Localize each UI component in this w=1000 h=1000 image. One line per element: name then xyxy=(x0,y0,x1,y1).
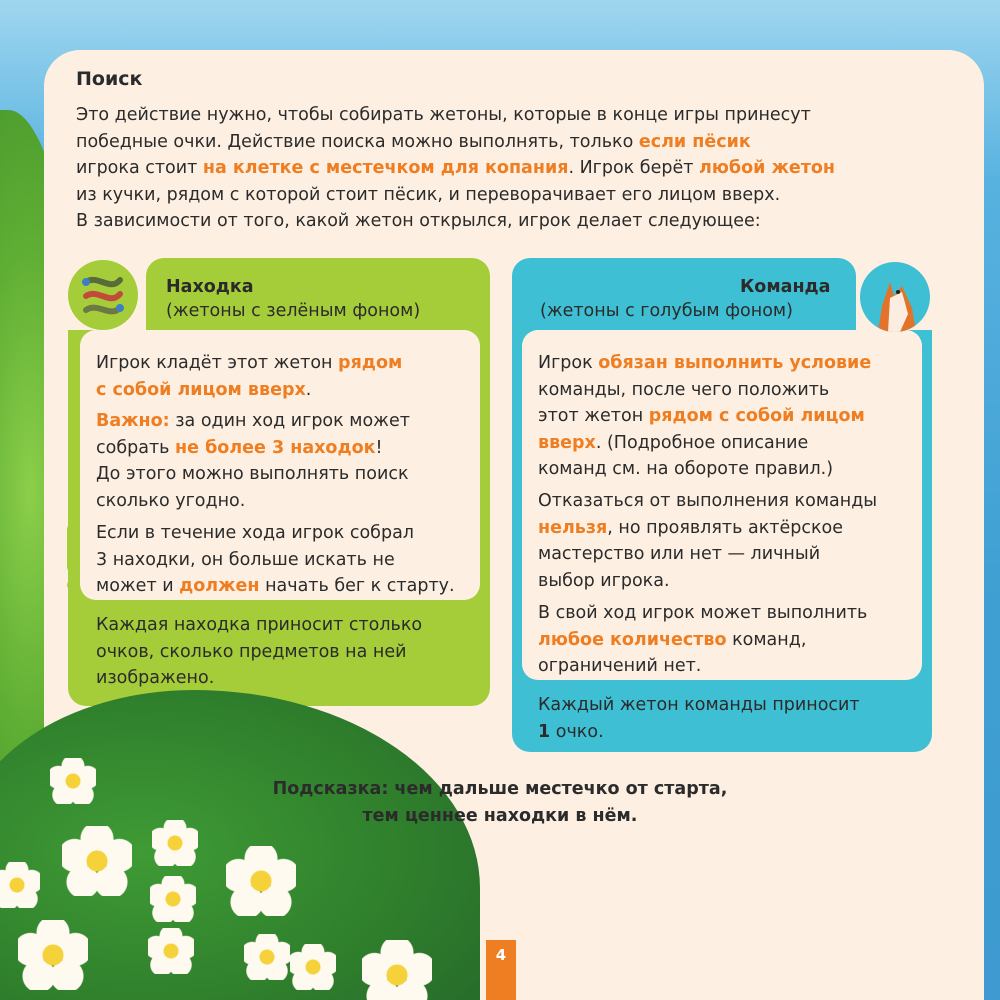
command-text: команд см. на обороте правил.) xyxy=(538,459,834,479)
command-score-line: очко. xyxy=(550,721,604,742)
find-highlight: рядом xyxy=(338,353,403,373)
hint-line: Подсказка: чем дальше местечко от старта, xyxy=(272,779,728,799)
exclamation-dot xyxy=(67,580,77,590)
command-rule-3 xyxy=(538,600,928,680)
command-text: этот жетон xyxy=(538,406,649,426)
find-text: начать бег к старту. xyxy=(259,576,455,596)
intro-line xyxy=(76,155,956,182)
intro-line: В зависимости от того, какой жетон открылся, игрок делает следующее: xyxy=(76,211,761,231)
intro-highlight: если пёсик xyxy=(638,131,751,152)
find-heading: Находка xyxy=(166,277,254,297)
find-subheading: (жетоны с зелёным фоном) xyxy=(166,301,421,321)
flower-icon xyxy=(362,940,432,1000)
intro-highlight: на клетке с местечком для копания xyxy=(202,158,569,178)
command-text: выбор игрока. xyxy=(538,570,670,591)
find-text: Игрок кладёт этот жетон xyxy=(96,353,339,373)
command-text: Игрок xyxy=(538,353,599,373)
exclamation-icon xyxy=(67,524,77,572)
find-text: может и xyxy=(96,576,180,596)
intro-line xyxy=(76,129,956,156)
command-subheading: (жетоны с голубым фоном) xyxy=(540,301,793,321)
find-text: Если в течение хода игрок собрал xyxy=(96,523,414,543)
command-text: Отказаться от выполнения команды xyxy=(538,491,878,511)
find-rule-3 xyxy=(96,520,486,600)
intro-highlight: любой жетон xyxy=(699,158,835,178)
command-rule-2 xyxy=(538,488,928,594)
flower-icon xyxy=(150,876,196,922)
find-text: До этого можно выполнять поиск xyxy=(96,464,409,484)
find-score-line: изображено. xyxy=(96,668,215,688)
intro-paragraph xyxy=(76,102,956,235)
command-text: В свой ход игрок может выполнить xyxy=(538,603,868,623)
find-score-line: Каждая находка приносит столько xyxy=(96,615,423,635)
command-highlight: рядом с собой лицом xyxy=(648,406,865,426)
intro-text: победные очки. Действие поиска можно выполнять, только xyxy=(76,131,639,152)
flower-icon xyxy=(18,920,88,990)
find-highlight: Важно: xyxy=(96,411,170,431)
command-text: команд, xyxy=(726,629,807,650)
find-text: 3 находки, он больше искать не xyxy=(96,549,395,570)
hint xyxy=(0,776,1000,830)
command-score-value: 1 xyxy=(538,721,551,742)
command-text: , но проявлять актёрское xyxy=(607,517,843,538)
find-rule-1 xyxy=(96,350,476,403)
rope-toy-icon xyxy=(68,260,138,330)
flower-icon xyxy=(148,928,194,974)
find-text: . xyxy=(305,379,312,400)
find-highlight: должен xyxy=(179,576,260,596)
command-text: ограничений нет. xyxy=(538,656,702,676)
command-text: команды, после чего положить xyxy=(538,379,830,400)
hint-line: тем ценнее находки в нём. xyxy=(362,806,638,826)
command-heading: Команда xyxy=(740,277,831,297)
section-title: Поиск xyxy=(76,68,143,90)
find-text: собрать xyxy=(96,437,176,458)
intro-text: . Игрок берёт xyxy=(568,158,700,178)
flower-icon xyxy=(62,826,132,896)
command-score xyxy=(538,692,918,745)
flower-icon xyxy=(244,934,290,980)
divider xyxy=(82,602,480,604)
command-text: мастерство или нет — личный xyxy=(538,544,821,564)
intro-line: из кучки, рядом с которой стоит пёсик, и переворачивает его лицом вверх. xyxy=(76,184,781,205)
command-score-line: Каждый жетон команды приносит xyxy=(538,695,860,715)
howling-fox-icon xyxy=(860,262,930,332)
command-highlight: нельзя xyxy=(538,517,608,538)
command-highlight: любое количество xyxy=(538,629,727,650)
flower-icon xyxy=(226,846,296,916)
command-highlight: вверх xyxy=(538,432,596,453)
find-rule-2 xyxy=(96,408,476,514)
find-text: за один ход игрок может xyxy=(169,411,410,431)
find-text: ! xyxy=(375,437,383,458)
page-number: 4 xyxy=(486,940,516,1000)
intro-text: игрока стоит xyxy=(76,158,203,178)
find-text: сколько угодно. xyxy=(96,490,246,511)
command-text: . (Подробное описание xyxy=(595,432,809,453)
find-score xyxy=(96,612,476,692)
find-highlight: не более 3 находок xyxy=(175,437,376,458)
command-rule-1 xyxy=(538,350,922,483)
find-highlight: с собой лицом вверх xyxy=(96,379,306,400)
intro-line: Это действие нужно, чтобы собирать жетоны, которые в конце игры принесут xyxy=(76,105,811,125)
find-score-line: очков, сколько предметов на ней xyxy=(96,641,407,662)
command-highlight: обязан выполнить условие xyxy=(598,353,872,373)
flower-icon xyxy=(290,944,336,990)
flower-icon xyxy=(0,862,40,908)
